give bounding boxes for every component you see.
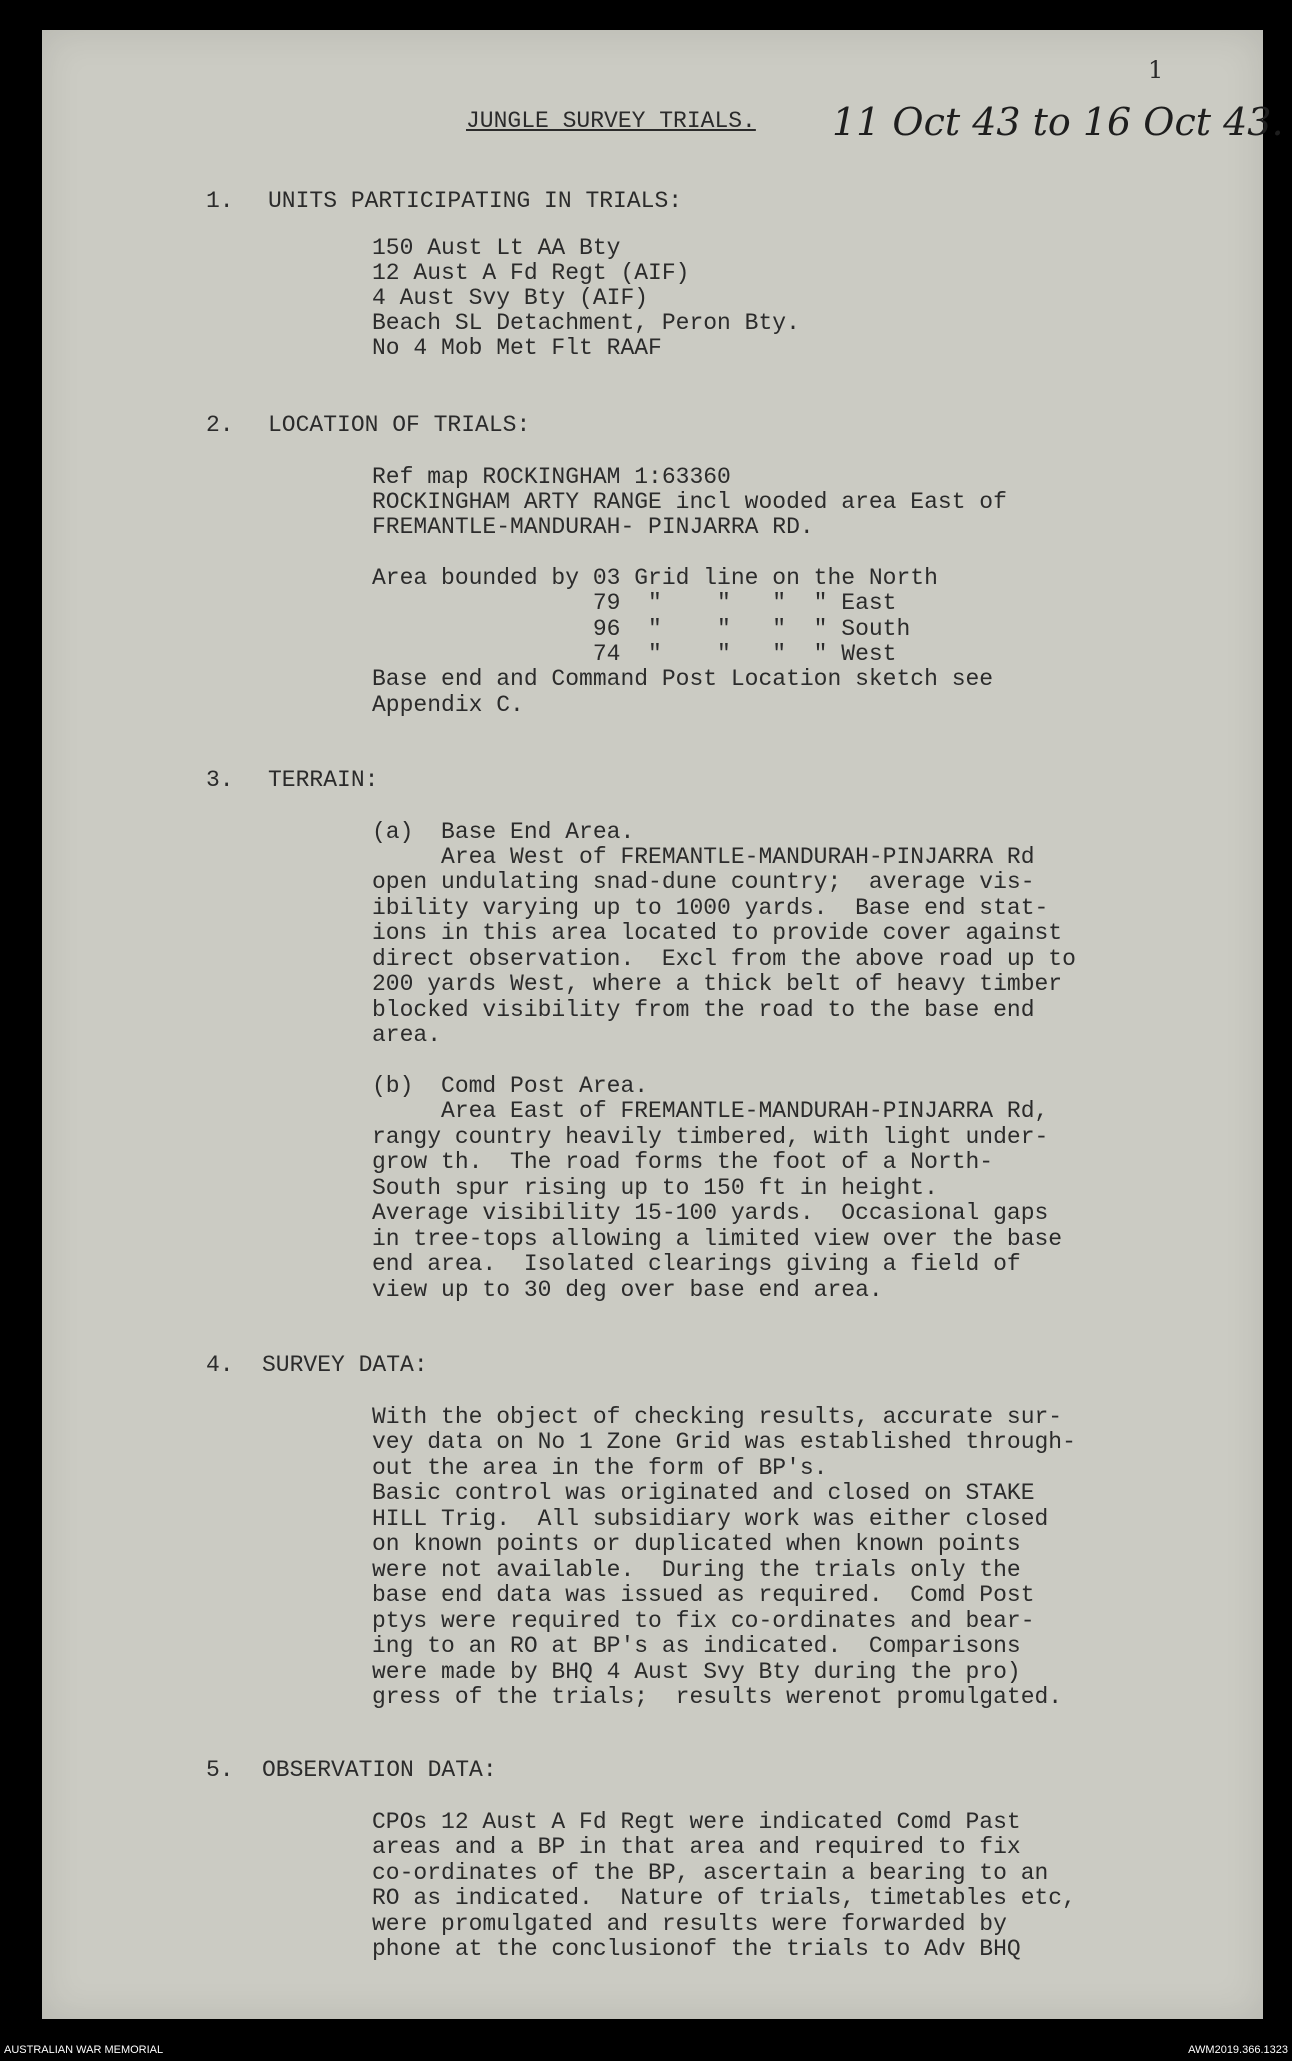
body-line: view up to 30 deg over base end area. — [372, 1277, 883, 1303]
body-line: were promulgated and results were forwarded by — [372, 1911, 1007, 1937]
body-line: Average visibility 15-100 yards. Occasional gaps — [372, 1200, 1049, 1226]
body-line: Area West of FREMANTLE-MANDURAH-PINJARRA Rd — [372, 844, 1035, 870]
body-line: blocked visibility from the road to the base end — [372, 997, 1035, 1023]
body-line: gress of the trials; results werenot promulgated. — [372, 1684, 1063, 1710]
body-line: CPOs 12 Aust A Fd Regt were indicated Comd Past — [372, 1809, 1021, 1835]
body-line: on known points or duplicated when known points — [372, 1531, 1021, 1557]
body-line: ROCKINGHAM ARTY RANGE incl wooded area East of — [372, 489, 1007, 515]
body-line: Beach SL Detachment, Peron Bty. — [372, 310, 800, 336]
section-heading: SURVEY DATA: — [262, 1352, 428, 1378]
body-line: (a) Base End Area. — [372, 819, 635, 845]
body-line: Area bounded by 03 Grid line on the North — [372, 565, 938, 591]
body-line: base end data was issued as required. Comd Post — [372, 1582, 1035, 1608]
body-line: ptys were required to fix co-ordinates and bear- — [372, 1608, 1035, 1634]
section-number: 5. — [206, 1757, 234, 1783]
body-line: Basic control was originated and closed on STAKE — [372, 1480, 1035, 1506]
body-line: Ref map ROCKINGHAM 1:63360 — [372, 464, 731, 490]
section-number: 1. — [206, 188, 234, 214]
body-line: Area East of FREMANTLE-MANDURAH-PINJARRA Rd, — [372, 1098, 1049, 1124]
body-line: ions in this area located to provide cover against — [372, 920, 1063, 946]
body-line: HILL Trig. All subsidiary work was either closed — [372, 1506, 1049, 1532]
body-line: ing to an RO at BP's as indicated. Comparisons — [372, 1633, 1021, 1659]
section-heading: UNITS PARTICIPATING IN TRIALS: — [268, 188, 683, 214]
body-line: out the area in the form of BP's. — [372, 1455, 828, 1481]
body-line: grow th. The road forms the foot of a North- — [372, 1149, 994, 1175]
body-line: FREMANTLE-MANDURAH- PINJARRA RD. — [372, 514, 814, 540]
body-line: end area. Isolated clearings giving a field of — [372, 1251, 1021, 1277]
body-line: 12 Aust A Fd Regt (AIF) — [372, 260, 690, 286]
section-number: 4. — [206, 1352, 234, 1378]
body-line: open undulating snad-dune country; average vis- — [372, 869, 1035, 895]
document-title: JUNGLE SURVEY TRIALS. — [466, 108, 756, 134]
section-number: 2. — [206, 412, 234, 438]
section-heading: OBSERVATION DATA: — [262, 1757, 497, 1783]
body-line: areas and a BP in that area and required to fix — [372, 1834, 1021, 1860]
archive-credit: AUSTRALIAN WAR MEMORIAL — [4, 2044, 164, 2056]
body-line: 74 " " " " West — [372, 641, 897, 667]
body-line: RO as indicated. Nature of trials, timetables etc, — [372, 1885, 1076, 1911]
archive-reference: AWM2019.366.1323 — [1188, 2044, 1288, 2056]
handwritten-dates: 11 Oct 43 to 16 Oct 43. — [832, 100, 1284, 144]
body-line: were not available. During the trials only the — [372, 1557, 1021, 1583]
body-line: 150 Aust Lt AA Bty — [372, 235, 621, 261]
body-line: ibility varying up to 1000 yards. Base end stat- — [372, 895, 1049, 921]
body-line: phone at the conclusionof the trials to Adv BHQ — [372, 1936, 1021, 1962]
body-line: area. — [372, 1022, 442, 1048]
body-line: (b) Comd Post Area. — [372, 1073, 649, 1099]
section-heading: TERRAIN: — [268, 767, 379, 793]
body-line: With the object of checking results, accurate sur- — [372, 1404, 1063, 1430]
body-line: were made by BHQ 4 Aust Svy Bty during the pro) — [372, 1659, 1021, 1685]
page-number: 1 — [1148, 56, 1164, 84]
section-number: 3. — [206, 767, 234, 793]
body-line: direct observation. Excl from the above road up to — [372, 946, 1076, 972]
section-heading: LOCATION OF TRIALS: — [268, 412, 531, 438]
body-line: No 4 Mob Met Flt RAAF — [372, 335, 662, 361]
body-line: 96 " " " " South — [372, 616, 911, 642]
body-line: South spur rising up to 150 ft in height. — [372, 1175, 938, 1201]
body-line: Appendix C. — [372, 692, 524, 718]
body-line: in tree-tops allowing a limited view over the base — [372, 1226, 1063, 1252]
body-line: co-ordinates of the BP, ascertain a bearing to an — [372, 1860, 1049, 1886]
body-line: Base end and Command Post Location sketch see — [372, 666, 994, 692]
body-line: 200 yards West, where a thick belt of heavy timber — [372, 971, 1063, 997]
body-line: 79 " " " " East — [372, 590, 897, 616]
body-line: rangy country heavily timbered, with light under- — [372, 1124, 1049, 1150]
body-line: vey data on No 1 Zone Grid was established through- — [372, 1429, 1076, 1455]
body-line: 4 Aust Svy Bty (AIF) — [372, 285, 649, 311]
